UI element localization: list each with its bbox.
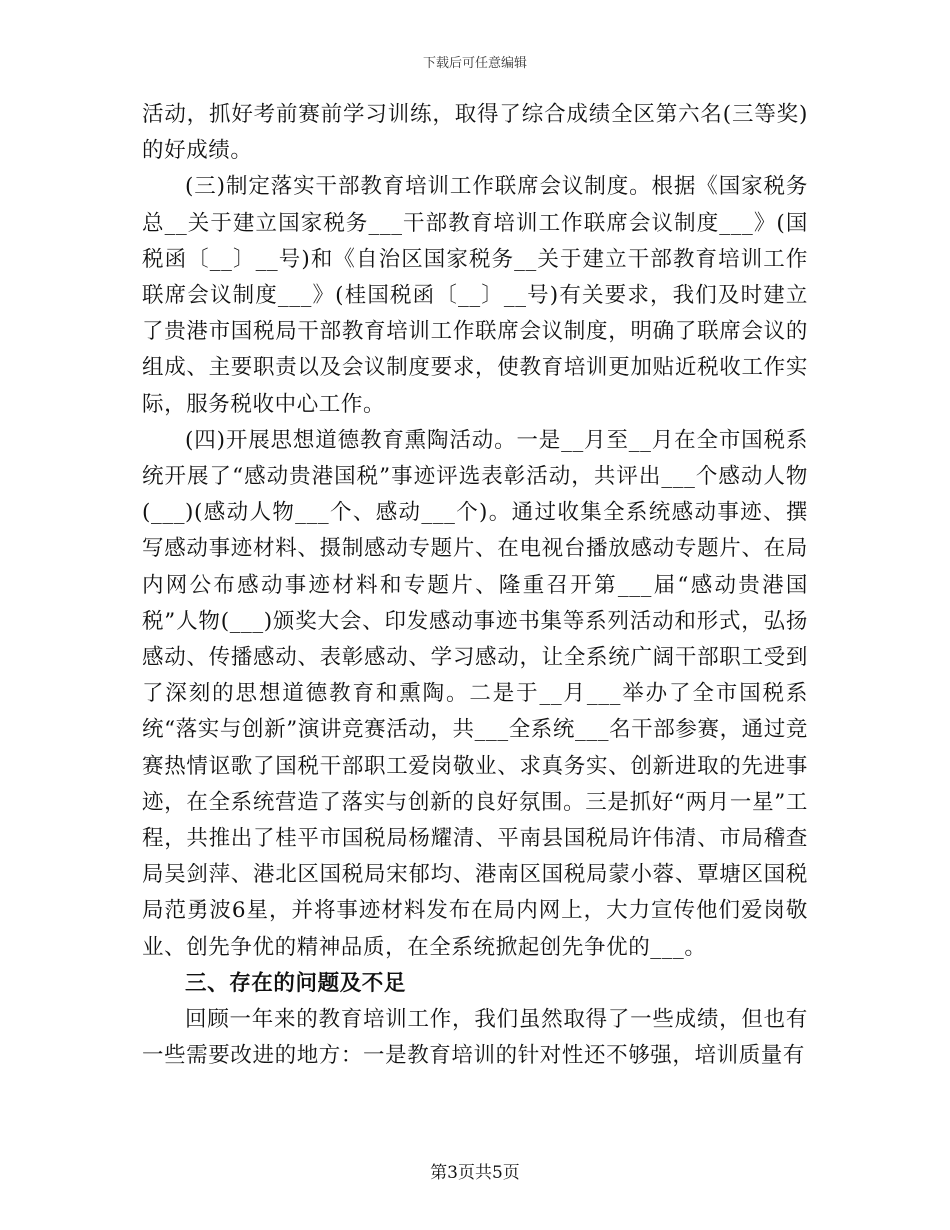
paragraph-continuation: 活动，抓好考前赛前学习训练，取得了综合成绩全区第六名(三等奖)的好成绩。 <box>142 102 808 164</box>
section-heading: 三、存在的问题及不足 <box>185 970 407 996</box>
document-body <box>142 97 808 1074</box>
page-header: 下载后可任意编辑 <box>422 56 527 71</box>
paragraph-section-3: (三)制定落实干部教育培训工作联席会议制度。根据《国家税务总__关于建立国家税务___干部教育培训工作联席会议制度___》(国税函〔__〕__号)和《自治区国家税务__关于建立干部教育培训工作联席会议制度___》(桂国税函〔__〕__号)有关要求，我们及时建立了贵港市国税局干部教育培训工作联席会议制度，明确了联席会议的组成、主要职责以及会议制度要求，使教育培训更加贴近税收工作实际，服务税收中心工作。 <box>142 174 808 417</box>
paragraph-section-4: (四)开展思想道德教育熏陶活动。一是__月至__月在全市国税系统开展了“感动贵港国税”事迹评选表彰活动，共评出___个感动人物(___)(感动人物___个、感动___个)。通过收集全系统感动事迹、撰写感动事迹材料、摄制感动专题片、在电视台播放感动专题片、在局内网公布感动事迹材料和专题片、隆重召开第___届“感动贵港国税”人物(___)颁奖大会、印发感动事迹书集等系列活动和形式，弘扬感动、传播感动、表彰感动、学习感动，让全系统广阔干部职工受到了深刻的思想道德教育和熏陶。二是于__月___举办了全市国税系统“落实与创新”演讲竞赛活动，共___全系统___名干部参赛，通过竞赛热情讴歌了国税干部职工爱岗敬业、求真务实、创新进取的先进事迹，在全系统营造了落实与创新的良好氛围。三是抓好“两月一星”工程，共推出了桂平市国税局杨耀清、平南县国税局许伟清、市局稽查局吴剑萍、港北区国税局宋郁均、港南区国税局蒙小蓉、覃塘区国税局范勇波6星，并将事迹材料发布在局内网上，大力宣传他们爱岗敬业、创先争优的精神品质，在全系统掀起创先争优的___。 <box>142 427 808 960</box>
paragraph-review: 回顾一年来的教育培训工作，我们虽然取得了一些成绩，但也有一些需要改进的地方：一是教育培训的针对性还不够强，培训质量有 <box>142 1007 808 1069</box>
page-number-footer: 第3页共5页 <box>430 1163 520 1183</box>
